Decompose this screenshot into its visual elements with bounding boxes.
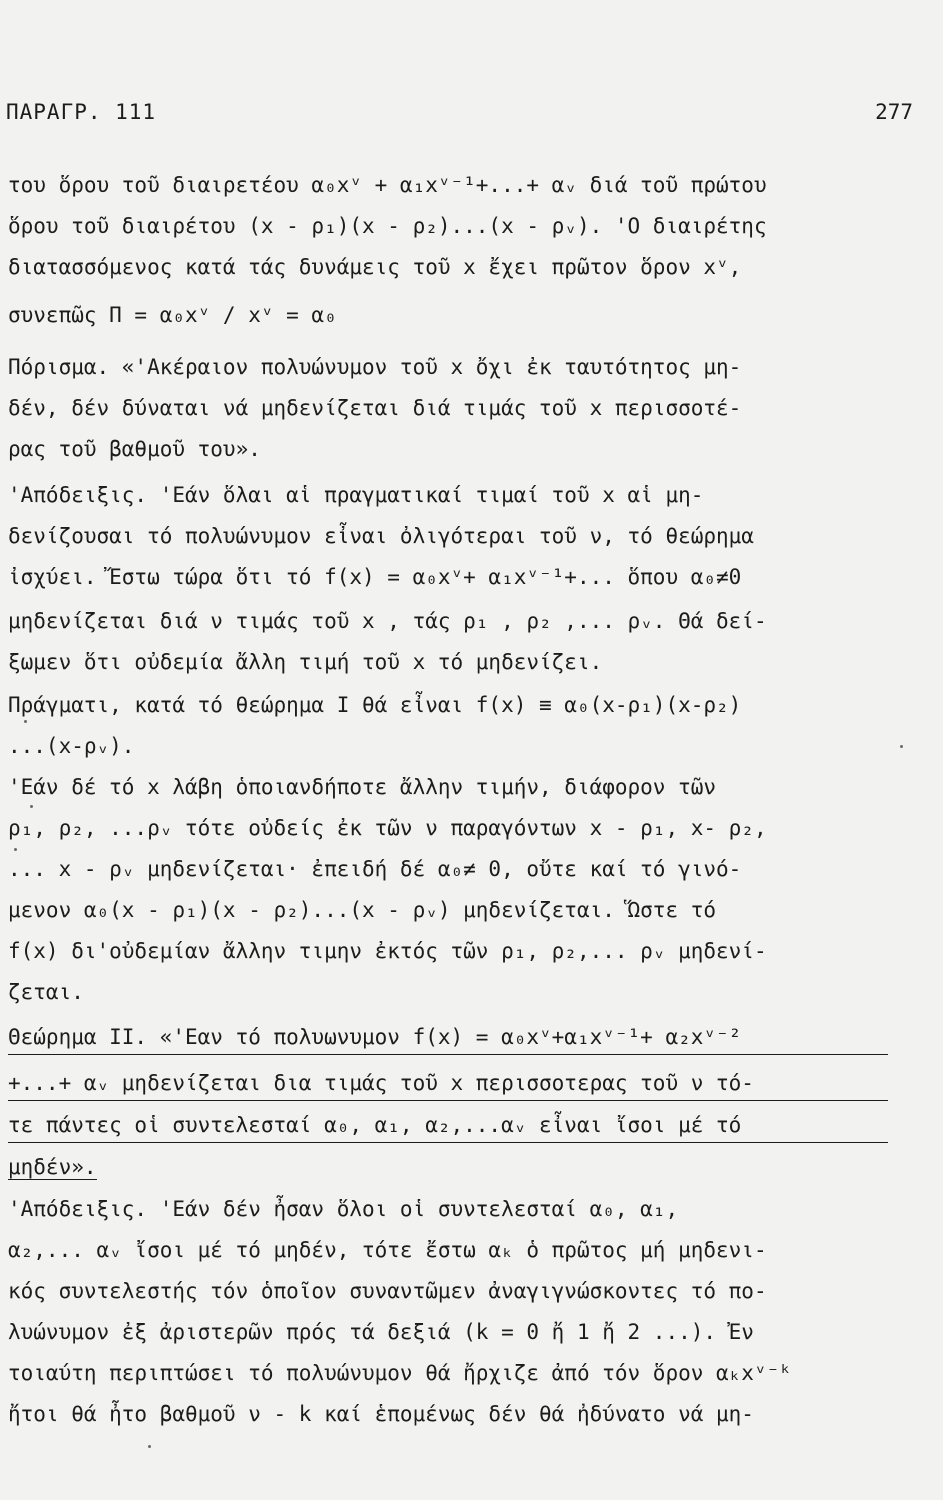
- paper-speck: [30, 805, 33, 808]
- text-line: 'Εάν δέ τό x λάβη ὁποιανδήποτε ἄλλην τιμήν, διάφορον τῶν: [8, 775, 717, 799]
- theorem-line: Θεώρημα ΙΙ. «'Εαν τό πολυωνυμον f(x) = α₀xᵛ+α₁xᵛ⁻¹+ α₂xᵛ⁻²: [8, 1020, 888, 1055]
- text-line: ἰσχύει. Ἔστω τώρα ὅτι τό f(x) = α₀xᵛ+ α₁xᵛ⁻¹+... ὅπου α₀≠0: [8, 565, 742, 589]
- paper-speck: [148, 1445, 151, 1448]
- proof-heading-line: 'Απόδειξις. 'Εάν ὅλαι αἱ πραγματικαί τιμαί τοῦ x αἱ μη-: [8, 483, 704, 507]
- theorem-line: τε πάντες οἱ συντελεσταί α₀, α₁, α₂,...αᵥ εἶναι ἴσοι μέ τό: [8, 1108, 888, 1143]
- text-line: μενον α₀(x - ρ₁)(x - ρ₂)...(x - ρᵥ) μηδενίζεται. Ὥστε τό: [8, 898, 717, 922]
- text-line: ζεται.: [8, 980, 84, 1004]
- text-line: ξωμεν ὅτι οὐδεμία ἄλλη τιμή τοῦ x τό μηδενίζει.: [8, 650, 603, 674]
- text-line: δέν, δέν δύναται νά μηδενίζεται διά τιμάς τοῦ x περισσοτέ-: [8, 396, 742, 420]
- paper-speck: [900, 745, 903, 748]
- theorem-end-text: μηδέν».: [8, 1155, 97, 1179]
- text-line: ρ₁, ρ₂, ...ρᵥ τότε οὐδείς ἐκ τῶν ν παραγόντων x - ρ₁, x- ρ₂,: [8, 816, 767, 840]
- paper-speck: [14, 848, 17, 851]
- text-line: λυώνυμον ἐξ ἀριστερῶν πρός τά δεξιά (k = 0 ἤ 1 ἤ 2 ...). Ἐν: [8, 1320, 754, 1344]
- proof-heading-line: 'Απόδειξις. 'Εάν δέν ἦσαν ὅλοι οἱ συντελεσταί α₀, α₁,: [8, 1197, 679, 1221]
- text-line: κός συντελεστής τόν ὁποῖον συναντῶμεν ἀναγιγνώσκοντες τό πο-: [8, 1279, 767, 1303]
- text-line: ... x - ρᵥ μηδενίζεται· ἐπειδή δέ α₀≠ 0, οὔτε καί τό γινό-: [8, 857, 742, 881]
- text-line: ...(x-ρᵥ).: [8, 734, 135, 758]
- theorem-line: +...+ αᵥ μηδενίζεται δια τιμάς τοῦ x περισσοτερας τοῦ ν τό-: [8, 1066, 888, 1101]
- paper-speck: [24, 720, 27, 723]
- text-line: ὅρου τοῦ διαιρέτου (x - ρ₁)(x - ρ₂)...(x - ρᵥ). 'Ο διαιρέτης: [8, 214, 767, 238]
- text-line: δενίζουσαι τό πολυώνυμον εἶναι ὀλιγότεραι τοῦ ν, τό θεώρημα: [8, 524, 754, 548]
- text-line: μηδενίζεται διά ν τιμάς τοῦ x , τάς ρ₁ , ρ₂ ,... ρᵥ. Θά δεί-: [8, 609, 767, 633]
- text-line: Πράγματι, κατά τό θεώρημα Ι θά εἶναι f(x) ≡ α₀(x-ρ₁)(x-ρ₂): [8, 693, 742, 717]
- text-line: f(x) δι'οὐδεμίαν ἄλλην τιμην ἐκτός τῶν ρ₁, ρ₂,... ρᵥ μηδενί-: [8, 939, 767, 963]
- text-line: α₂,... αᵥ ἴσοι μέ τό μηδέν, τότε ἔστω αₖ ὁ πρῶτος μή μηδενι-: [8, 1238, 767, 1262]
- page-number: 277: [875, 100, 913, 124]
- text-line: διατασσόμενος κατά τάς δυνάμεις τοῦ x ἔχει πρῶτον ὅρον xᵛ,: [8, 255, 742, 279]
- text-line: τοιαύτη περιπτώσει τό πολυώνυμον θά ἤρχιζε ἀπό τόν ὅρον αₖxᵛ⁻ᵏ: [8, 1361, 792, 1385]
- text-line: ἤτοι θά ἦτο βαθμοῦ ν - k καί ἑπομένως δέν θά ἠδύνατο νά μη-: [8, 1402, 754, 1426]
- corollary-heading-line: Πόρισμα. «'Ακέραιον πολυώνυμον τοῦ x ὄχι ἐκ ταυτότητος μη-: [8, 355, 742, 379]
- page-header: [6, 100, 913, 134]
- section-heading: ΠΑΡΑΓΡ. 111: [6, 100, 157, 124]
- text-line: του ὅρου τοῦ διαιρετέου α₀xᵛ + α₁xᵛ⁻¹+...+ αᵥ διά τοῦ πρώτου: [8, 173, 767, 197]
- theorem-line-end: [8, 1150, 97, 1184]
- equation-line: συνεπῶς Π = α₀xᵛ / xᵛ = α₀: [8, 303, 337, 327]
- text-line: ρας τοῦ βαθμοῦ του».: [8, 437, 261, 461]
